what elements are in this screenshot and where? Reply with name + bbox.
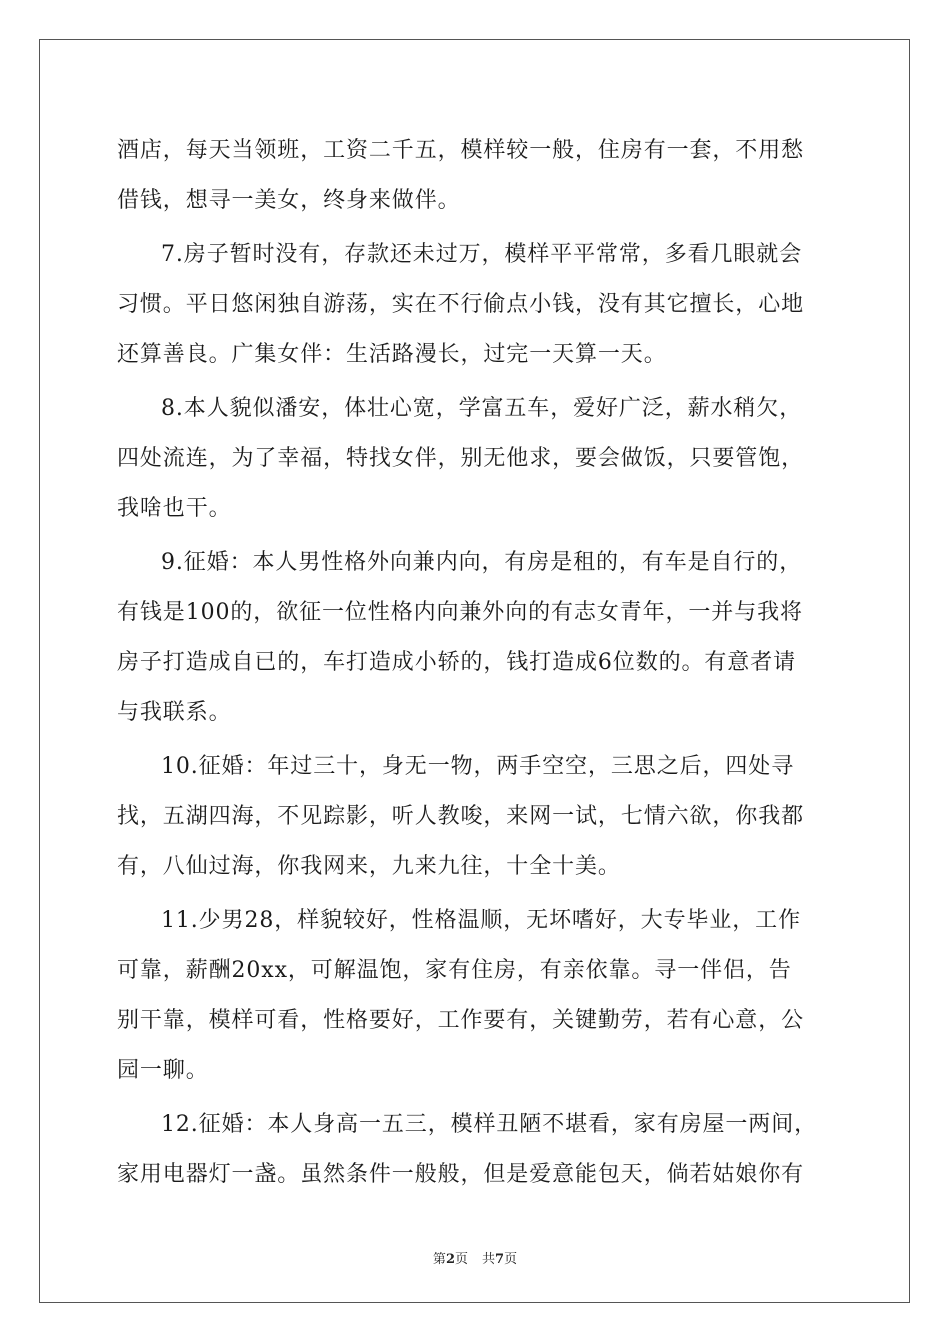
footer-total-prefix: 共 [482,1252,496,1267]
paragraph [117,230,837,380]
text-line: 有钱是100的，欲征一位性格内向兼外向的有志女青年，一并与我将 [117,600,803,625]
text-line: 12.征婚：本人身高一五三，模样丑陋不堪看，家有房屋一两间， [161,1112,817,1137]
text-line: 7.房子暂时没有，存款还未过万，模样平平常常，多看几眼就会 [161,242,803,267]
paragraph [117,742,837,892]
page-footer [0,1248,950,1267]
paragraph [117,384,837,534]
text-line: 四处流连，为了幸福，特找女伴，别无他求，要会做饭，只要管饱， [117,446,805,471]
text-line: 习惯。平日悠闲独自游荡，实在不行偷点小钱，没有其它擅长，心地 [117,292,805,317]
footer-total-pages: 7 [495,1252,505,1267]
text-line: 8.本人貌似潘安，体壮心宽，学富五车，爱好广泛，薪水稍欠， [161,396,803,421]
footer-page-suffix: 页 [454,1252,468,1267]
text-line: 房子打造成自已的，车打造成小轿的，钱打造成6位数的。有意者请 [117,650,796,675]
text-line: 与我联系。 [117,700,232,725]
paragraph [117,126,837,226]
paragraph [117,538,837,738]
footer-total-suffix: 页 [504,1252,518,1267]
text-line: 找，五湖四海，不见踪影，听人教唆，来网一试，七情六欲，你我都 [117,804,805,829]
text-line: 园一聊。 [117,1058,209,1083]
text-line: 有，八仙过海，你我网来，九来九往，十全十美。 [117,854,621,879]
text-line: 家用电器灯一盏。虽然条件一般般，但是爱意能包天，倘若姑娘你有 [117,1162,805,1187]
text-line: 11.少男28，样貌较好，性格温顺，无坏嗜好，大专毕业，工作 [161,908,801,933]
text-line: 借钱，想寻一美女，终身来做伴。 [117,188,461,213]
footer-page-prefix: 第 [432,1252,446,1267]
text-line: 可靠，薪酬20xx，可解温饱，家有住房，有亲依靠。寻一伴侣，告 [117,958,792,983]
document-body [117,126,837,1204]
text-line: 还算善良。广集女伴：生活路漫长，过完一天算一天。 [117,342,667,367]
text-line: 别干靠，模样可看，性格要好，工作要有，关键勤劳，若有心意，公 [117,1008,805,1033]
paragraph [117,1100,837,1200]
text-line: 10.征婚：年过三十，身无一物，两手空空，三思之后，四处寻 [161,754,795,779]
text-line: 我啥也干。 [117,496,232,521]
paragraph [117,896,837,1096]
footer-current-page: 2 [445,1252,455,1267]
text-line: 9.征婚：本人男性格外向兼内向，有房是租的，有车是自行的， [161,550,803,575]
text-line: 酒店，每天当领班，工资二千五，模样较一般，住房有一套，不用愁 [117,138,805,163]
